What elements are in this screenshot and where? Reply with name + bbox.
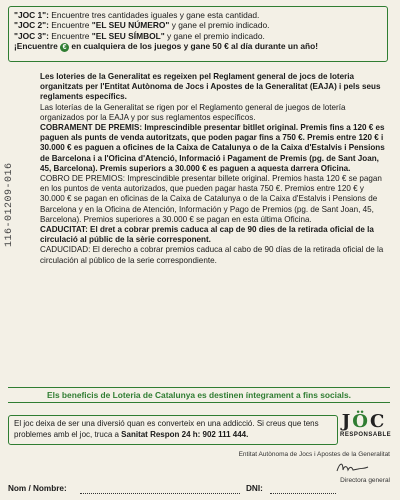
name-label: Nom / Nombre:: [8, 484, 67, 493]
bonus-line: ¡Encuentre € en cualquiera de los juegos y gane 50 € al día durante un año!: [14, 41, 319, 52]
joc1-line: "JOC 1": Encuentre tres cantidades iguales y gane esta cantidad.: [14, 10, 260, 20]
joc3-line: "JOC 3": Encuentre "EL SEU SÍMBOL" y gane el premio indicado.: [14, 30, 265, 41]
social-benefit-banner: Els beneficis de Loteria de Catalunya es destinen íntegrament a fins socials.: [8, 387, 390, 403]
helpline-number: Sanitat Respon 24 h: 902 111 444.: [121, 429, 249, 439]
joc2-line: "JOC 2": Encuentre "EL SEU NÚMERO" y gane el premio indicado.: [14, 20, 270, 31]
issuing-entity: Entitat Autònoma de Jocs i Apostes de la Generalitat: [238, 451, 390, 458]
serial-number: 116-01209-016: [4, 162, 15, 248]
dni-field[interactable]: [270, 493, 336, 494]
name-field[interactable]: [80, 493, 240, 494]
game-instructions-box: [8, 6, 388, 62]
prize-collection-catalan: COBRAMENT DE PREMIS: Imprescindible presentar bitllet original. Premis fins a 120 € es paguen als punts de venda autoritzats, que poden pagar fins a 750 €. Premis entre 120 € i 30.000 € es paguen a oficines de la Caixa de Catalunya o de la Caixa d'Estalvis i Pensions de Barcelona i a l'Oficina d'Atenció, Informació i Pagament de Premis (pg. de Sant Joan, 45, Barcelona). Premis superiors a 30.000 € es paguen a aquesta darrera Oficina.: [40, 123, 385, 173]
joc-responsable-logo: JÖC RESPONSABLE: [340, 411, 392, 438]
responsible-gaming-notice: El joc deixa de ser una diversió quan es converteix en una addicció. Si creus que tens problemes amb el joc, truca a Sanitat Respon 24 h: 902 111 444.: [8, 415, 338, 445]
rules-text-block: [40, 72, 390, 266]
expiry-spanish: CADUCIDAD: El derecho a cobrar premios caduca al cabo de 90 días de la retirada oficial de la circulación al público de la serie correspondiente.: [40, 245, 384, 265]
euro-coin-icon: €: [60, 43, 69, 52]
dni-label: DNI:: [246, 484, 263, 493]
rules-catalan: Les loteries de la Generalitat es regeixen pel Reglament general de jocs de loteria organitzats per l'Entitat Autònoma de Jocs i Apostes de la Generalitat (EAJA) i pels seus reglaments específics.: [40, 72, 381, 102]
signature-mark: [334, 460, 374, 474]
expiry-catalan: CADUCITAT: El dret a cobrar premis caduca al cap de 90 dies de la retirada oficial de la circulació al públic de la sèrie corresponent.: [40, 225, 374, 245]
holder-details-form: [8, 484, 338, 496]
rules-spanish: Las loterías de la Generalitat se rigen por el Reglamento general de juegos de lotería organizados por la EAJA y por sus reglamentos específicos.: [40, 102, 346, 122]
director-title: Directora general: [340, 477, 390, 484]
prize-collection-spanish: COBRO DE PREMIOS: Imprescindible presentar billete original. Premios hasta 120 € se pagan en los puntos de venta autorizados, que pueden pagar hasta 750 €. Premios entre 120 € y 30.000 € se pagan en oficinas de la Caixa de Catalunya o de la Caixa d'Estalvis i Pensions de Barcelona y en la Oficina de Atención, Información y Pago de Premios (pg. de Sant Joan, 45, Barcelona). Premios superiores a 30.000 € se pagan en esta última Oficina.: [40, 174, 382, 224]
